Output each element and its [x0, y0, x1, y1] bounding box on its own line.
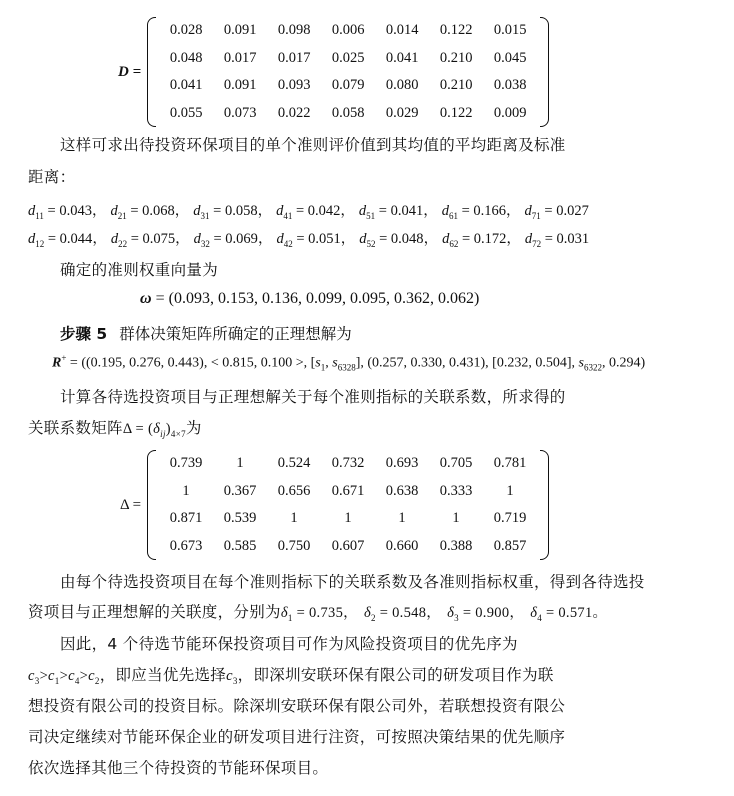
matrix-d-cell: 0.045 [493, 49, 527, 66]
d-values-row1: $d_{11} = 0.043$， $d_{21} = 0.068$， $d_{31} = 0.058$， $d_{41} = 0.042$， $d_{51} = 0.041$， $d_{61} = 0.166$， $d_{71} = 0.027$ [28, 203, 589, 221]
ideal-solution-equation: R+ = ((0.195, 0.276, 0.443), < 0.815, 0.100 >, [$s_1$, $s_{6328}$], (0.257, 0.330, 0.431), [0.232, 0.504], $s_{6322}$, 0.294) [52, 353, 646, 373]
matrix-d-cell: 0.041 [169, 77, 203, 94]
matrix-delta-cell: 0.585 [223, 537, 257, 554]
matrix-delta-cell: 0.607 [331, 537, 365, 554]
matrix-delta-cell: 0.388 [439, 537, 473, 554]
matrix-d-row [159, 72, 537, 100]
matrix-d-cell: 0.122 [439, 22, 473, 39]
distance-value: $d_{12} = 0.044$ [28, 231, 93, 249]
distance-value: $d_{41} = 0.042$ [276, 203, 341, 221]
distance-value: $d_{72} = 0.031$ [524, 231, 590, 249]
matrix-delta-cell: 1 [452, 510, 460, 527]
matrix-d [118, 17, 549, 127]
matrix-delta-row [159, 505, 537, 533]
matrix-delta-cell: 0.719 [493, 510, 527, 527]
distance-value: $d_{71} = 0.027$ [524, 203, 589, 221]
matrix-delta-cell: 0.671 [331, 482, 365, 499]
distance-value: $d_{62} = 0.172$ [442, 231, 507, 249]
matrix-d-cell: 0.038 [493, 77, 527, 94]
matrix-delta-cell: 1 [182, 482, 190, 499]
matrix-delta-cell: 0.871 [169, 510, 203, 527]
para4-line2: $c_3>c_1>c_4>c_2$，即应当优先选择$c_3$，即深圳安联环保有限公司的研发项目作为联 [28, 666, 554, 686]
matrix-delta-row [159, 450, 537, 478]
matrix-d-row [159, 45, 537, 73]
matrix-d-table [159, 17, 537, 127]
matrix-d-cell: 0.093 [277, 77, 311, 94]
step5-heading [60, 322, 352, 344]
distance-value: $d_{22} = 0.075$ [110, 231, 176, 249]
para3-line1: 由每个待选投资项目在每个准则指标下的关联系数及各准则指标权重，得到各待选投 [60, 573, 645, 591]
para2-line2: 关联系数矩阵$\Delta = (\delta_{ij})_{4\times 7}$为 [28, 419, 202, 439]
matrix-d-cell: 0.009 [493, 104, 527, 121]
matrix-delta-cell: 1 [236, 455, 244, 472]
step5-label: 步骤 5 [60, 325, 108, 343]
para3-line2: 资项目与正理想解的关联度，分别为$\delta_1 = 0.735$， $\delta_2 = 0.548$， $\delta_3 = 0.900$， $\delta_4 = 0.571$。 [28, 603, 608, 623]
matrix-d-cell: 0.006 [331, 22, 365, 39]
para4-line5: 依次选择其他三个待投资的节能环保项目。 [28, 759, 329, 777]
matrix-d-cell: 0.073 [223, 104, 257, 121]
matrix-delta-cell: 1 [344, 510, 352, 527]
matrix-d-cell: 0.210 [439, 77, 473, 94]
matrix-delta-label: Δ = [120, 496, 142, 513]
matrix-d-cell: 0.022 [277, 104, 311, 121]
matrix-delta-cell: 0.781 [493, 455, 527, 472]
matrix-delta-table [159, 450, 537, 560]
matrix-delta-brackets [147, 450, 549, 560]
distance-value: $d_{42} = 0.051$ [276, 231, 341, 249]
para4-line3: 想投资有限公司的投资目标。除深圳安联环保有限公司外，若联想投资有限公 [28, 697, 566, 715]
matrix-delta-cell: 0.638 [385, 482, 419, 499]
matrix-d-row [159, 100, 537, 128]
para4-line4: 司决定继续对节能环保企业的研发项目进行注资，可按照决策结果的优先顺序 [28, 728, 566, 746]
matrix-delta-cell: 0.857 [493, 537, 527, 554]
matrix-delta-cell: 0.705 [439, 455, 473, 472]
relevance-degree: $\delta_4 = 0.571$ [530, 605, 593, 623]
matrix-d-brackets [147, 17, 549, 127]
relevance-degree: $\delta_1 = 0.735$ [280, 605, 344, 623]
distance-value: $d_{11} = 0.043$ [28, 203, 92, 221]
matrix-delta-cell: 0.693 [385, 455, 419, 472]
matrix-delta-cell: 1 [290, 510, 298, 527]
distance-value: $d_{21} = 0.068$ [110, 203, 175, 221]
matrix-delta-cell: 1 [398, 510, 406, 527]
matrix-d-label: D = [118, 63, 142, 80]
matrix-d-cell: 0.091 [223, 77, 257, 94]
matrix-delta [120, 450, 549, 560]
para1-line2: 距离： [28, 168, 76, 186]
weight-intro: 确定的准则权重向量为 [60, 261, 219, 279]
matrix-d-cell: 0.041 [385, 49, 419, 66]
matrix-d-row [159, 17, 537, 45]
matrix-delta-cell: 0.673 [169, 537, 203, 554]
matrix-delta-cell: 0.660 [385, 537, 419, 554]
matrix-delta-cell: 0.539 [223, 510, 257, 527]
distance-value: $d_{51} = 0.041$ [358, 203, 424, 221]
para4-line1: 因此，4 个待选节能环保投资项目可作为风险投资项目的优先序为 [60, 635, 518, 653]
matrix-delta-cell: 0.367 [223, 482, 257, 499]
matrix-d-cell: 0.025 [331, 49, 365, 66]
matrix-d-cell: 0.029 [385, 104, 419, 121]
step5-title: 群体决策矩阵所确定的正理想解为 [119, 325, 352, 343]
matrix-delta-cell: 0.333 [439, 482, 473, 499]
relevance-degree: $\delta_3 = 0.900$ [447, 605, 510, 623]
distance-value: $d_{31} = 0.058$ [193, 203, 258, 221]
para2-line1: 计算各待选投资项目与正理想解关于每个准则指标的关联系数，所求得的 [60, 388, 566, 406]
matrix-d-cell: 0.098 [277, 22, 311, 39]
distance-value: $d_{52} = 0.048$ [359, 231, 424, 249]
matrix-d-cell: 0.017 [277, 49, 311, 66]
d-values-row2: $d_{12} = 0.044$， $d_{22} = 0.075$， $d_{32} = 0.069$， $d_{42} = 0.051$， $d_{52} = 0.048$， $d_{62} = 0.172$， $d_{72} = 0.031$ [28, 231, 590, 249]
matrix-d-cell: 0.058 [331, 104, 365, 121]
matrix-d-cell: 0.091 [223, 22, 257, 39]
matrix-d-cell: 0.015 [493, 22, 527, 39]
matrix-d-cell: 0.048 [169, 49, 203, 66]
matrix-d-cell: 0.017 [223, 49, 257, 66]
matrix-delta-cell: 0.524 [277, 455, 311, 472]
matrix-delta-row [159, 478, 537, 506]
distance-value: $d_{32} = 0.069$ [193, 231, 258, 249]
matrix-delta-row [159, 533, 537, 561]
matrix-delta-cell: 0.656 [277, 482, 311, 499]
relevance-degree: $\delta_2 = 0.548$ [363, 605, 427, 623]
matrix-delta-cell: 0.739 [169, 455, 203, 472]
distance-value: $d_{61} = 0.166$ [441, 203, 507, 221]
matrix-d-cell: 0.079 [331, 77, 365, 94]
matrix-d-cell: 0.210 [439, 49, 473, 66]
matrix-d-cell: 0.080 [385, 77, 419, 94]
matrix-d-cell: 0.014 [385, 22, 419, 39]
weight-equation: ω = (0.093, 0.153, 0.136, 0.099, 0.095, 0.362, 0.062) [140, 290, 480, 307]
matrix-d-cell: 0.028 [169, 22, 203, 39]
matrix-d-cell: 0.055 [169, 104, 203, 121]
matrix-delta-cell: 1 [506, 482, 514, 499]
matrix-delta-cell: 0.750 [277, 537, 311, 554]
matrix-d-cell: 0.122 [439, 104, 473, 121]
matrix-delta-cell: 0.732 [331, 455, 365, 472]
para1-line1: 这样可求出待投资环保项目的单个准则评价值到其均值的平均距离及标准 [60, 136, 566, 154]
